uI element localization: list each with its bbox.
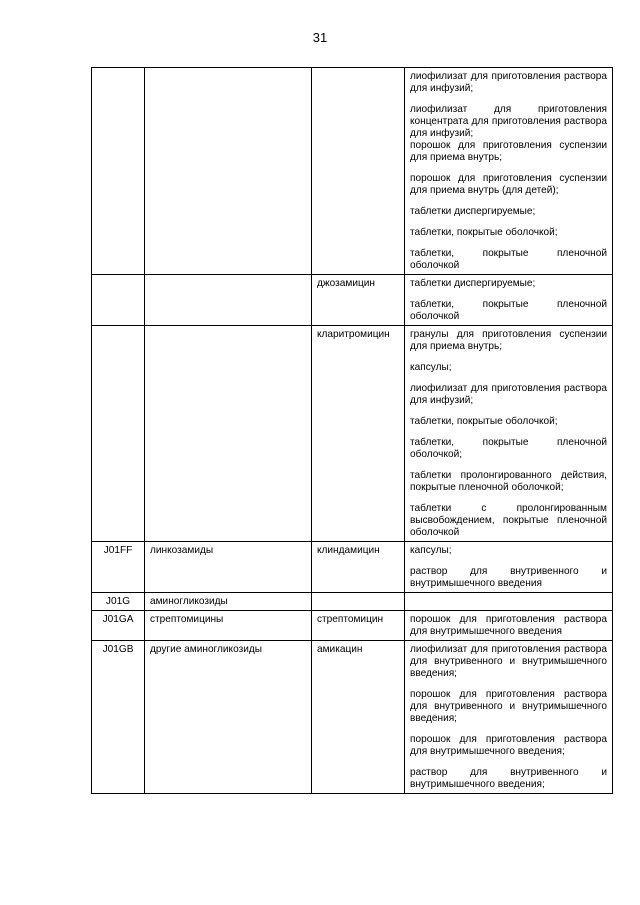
atc-group-cell — [145, 326, 312, 542]
dosage-form: таблетки с пролонгированным высвобождением, покрытые пленочной оболочкой — [410, 503, 607, 538]
table-row — [92, 68, 613, 275]
dosage-form: лиофилизат для приготовления раствора для инфузий; — [410, 383, 607, 406]
table-row — [92, 275, 613, 326]
drug-table-body — [92, 68, 613, 794]
atc-group-cell: аминогликозиды — [145, 593, 312, 611]
dosage-forms-cell — [405, 641, 613, 794]
inn-cell — [312, 593, 405, 611]
atc-code-cell — [92, 326, 145, 542]
dosage-form: таблетки, покрытые оболочкой; — [410, 416, 558, 427]
dosage-form: лиофилизат для приготовления концентрата для приготовления раствора для инфузий; — [410, 104, 607, 139]
dosage-form: капсулы; — [410, 362, 452, 373]
dosage-form: таблетки, покрытые оболочкой; — [410, 227, 558, 238]
dosage-form: раствор для внутривенного и внутримышечного введения — [410, 566, 607, 589]
table-row — [92, 326, 613, 542]
dosage-form: раствор для внутривенного и внутримышечного введения; — [410, 767, 607, 790]
dosage-form: таблетки, покрытые пленочной оболочкой; — [410, 437, 607, 460]
inn-cell: амикацин — [312, 641, 405, 794]
page-number: 31 — [312, 30, 328, 45]
dosage-form: порошок для приготовления раствора для внутривенного и внутримышечного введения; — [410, 689, 607, 724]
dosage-forms-cell — [405, 542, 613, 593]
atc-group-cell — [145, 275, 312, 326]
dosage-forms-cell — [405, 68, 613, 275]
drug-table — [91, 67, 613, 794]
atc-code-cell: J01GA — [92, 611, 145, 641]
table-row — [92, 542, 613, 593]
dosage-form: порошок для приготовления раствора для внутримышечного введения — [410, 614, 607, 637]
dosage-form: гранулы для приготовления суспензии для приема внутрь; — [410, 329, 607, 352]
inn-cell: стрептомицин — [312, 611, 405, 641]
dosage-form: капсулы; — [410, 545, 452, 556]
inn-cell: кларитромицин — [312, 326, 405, 542]
inn-cell: джозамицин — [312, 275, 405, 326]
atc-code-cell — [92, 275, 145, 326]
dosage-forms-cell — [405, 593, 613, 611]
atc-code-cell: J01FF — [92, 542, 145, 593]
dosage-form: таблетки пролонгированного действия, покрытые пленочной оболочкой; — [410, 470, 607, 493]
atc-group-cell: другие аминогликозиды — [145, 641, 312, 794]
inn-cell: клиндамицин — [312, 542, 405, 593]
dosage-forms-cell — [405, 326, 613, 542]
atc-code-cell: J01G — [92, 593, 145, 611]
atc-group-cell: линкозамиды — [145, 542, 312, 593]
atc-group-cell — [145, 68, 312, 275]
dosage-form: таблетки диспергируемые; — [410, 206, 536, 217]
dosage-form: порошок для приготовления суспензии для приема внутрь (для детей); — [410, 173, 607, 196]
dosage-forms-cell — [405, 611, 613, 641]
table-row — [92, 641, 613, 794]
dosage-form: таблетки, покрытые пленочной оболочкой — [410, 299, 607, 322]
atc-code-cell — [92, 68, 145, 275]
table-row — [92, 611, 613, 641]
table-row — [92, 593, 613, 611]
dosage-form: лиофилизат для приготовления раствора для внутривенного и внутримышечного введения; — [410, 644, 607, 679]
dosage-form: таблетки диспергируемые; — [410, 278, 536, 289]
dosage-form: лиофилизат для приготовления раствора для инфузий; — [410, 71, 607, 94]
atc-group-cell: стрептомицины — [145, 611, 312, 641]
inn-cell — [312, 68, 405, 275]
dosage-form: таблетки, покрытые пленочной оболочкой — [410, 248, 607, 271]
dosage-form: порошок для приготовления раствора для внутримышечного введения; — [410, 734, 607, 757]
dosage-form: порошок для приготовления суспензии для приема внутрь; — [410, 140, 607, 163]
atc-code-cell: J01GB — [92, 641, 145, 794]
dosage-forms-cell — [405, 275, 613, 326]
